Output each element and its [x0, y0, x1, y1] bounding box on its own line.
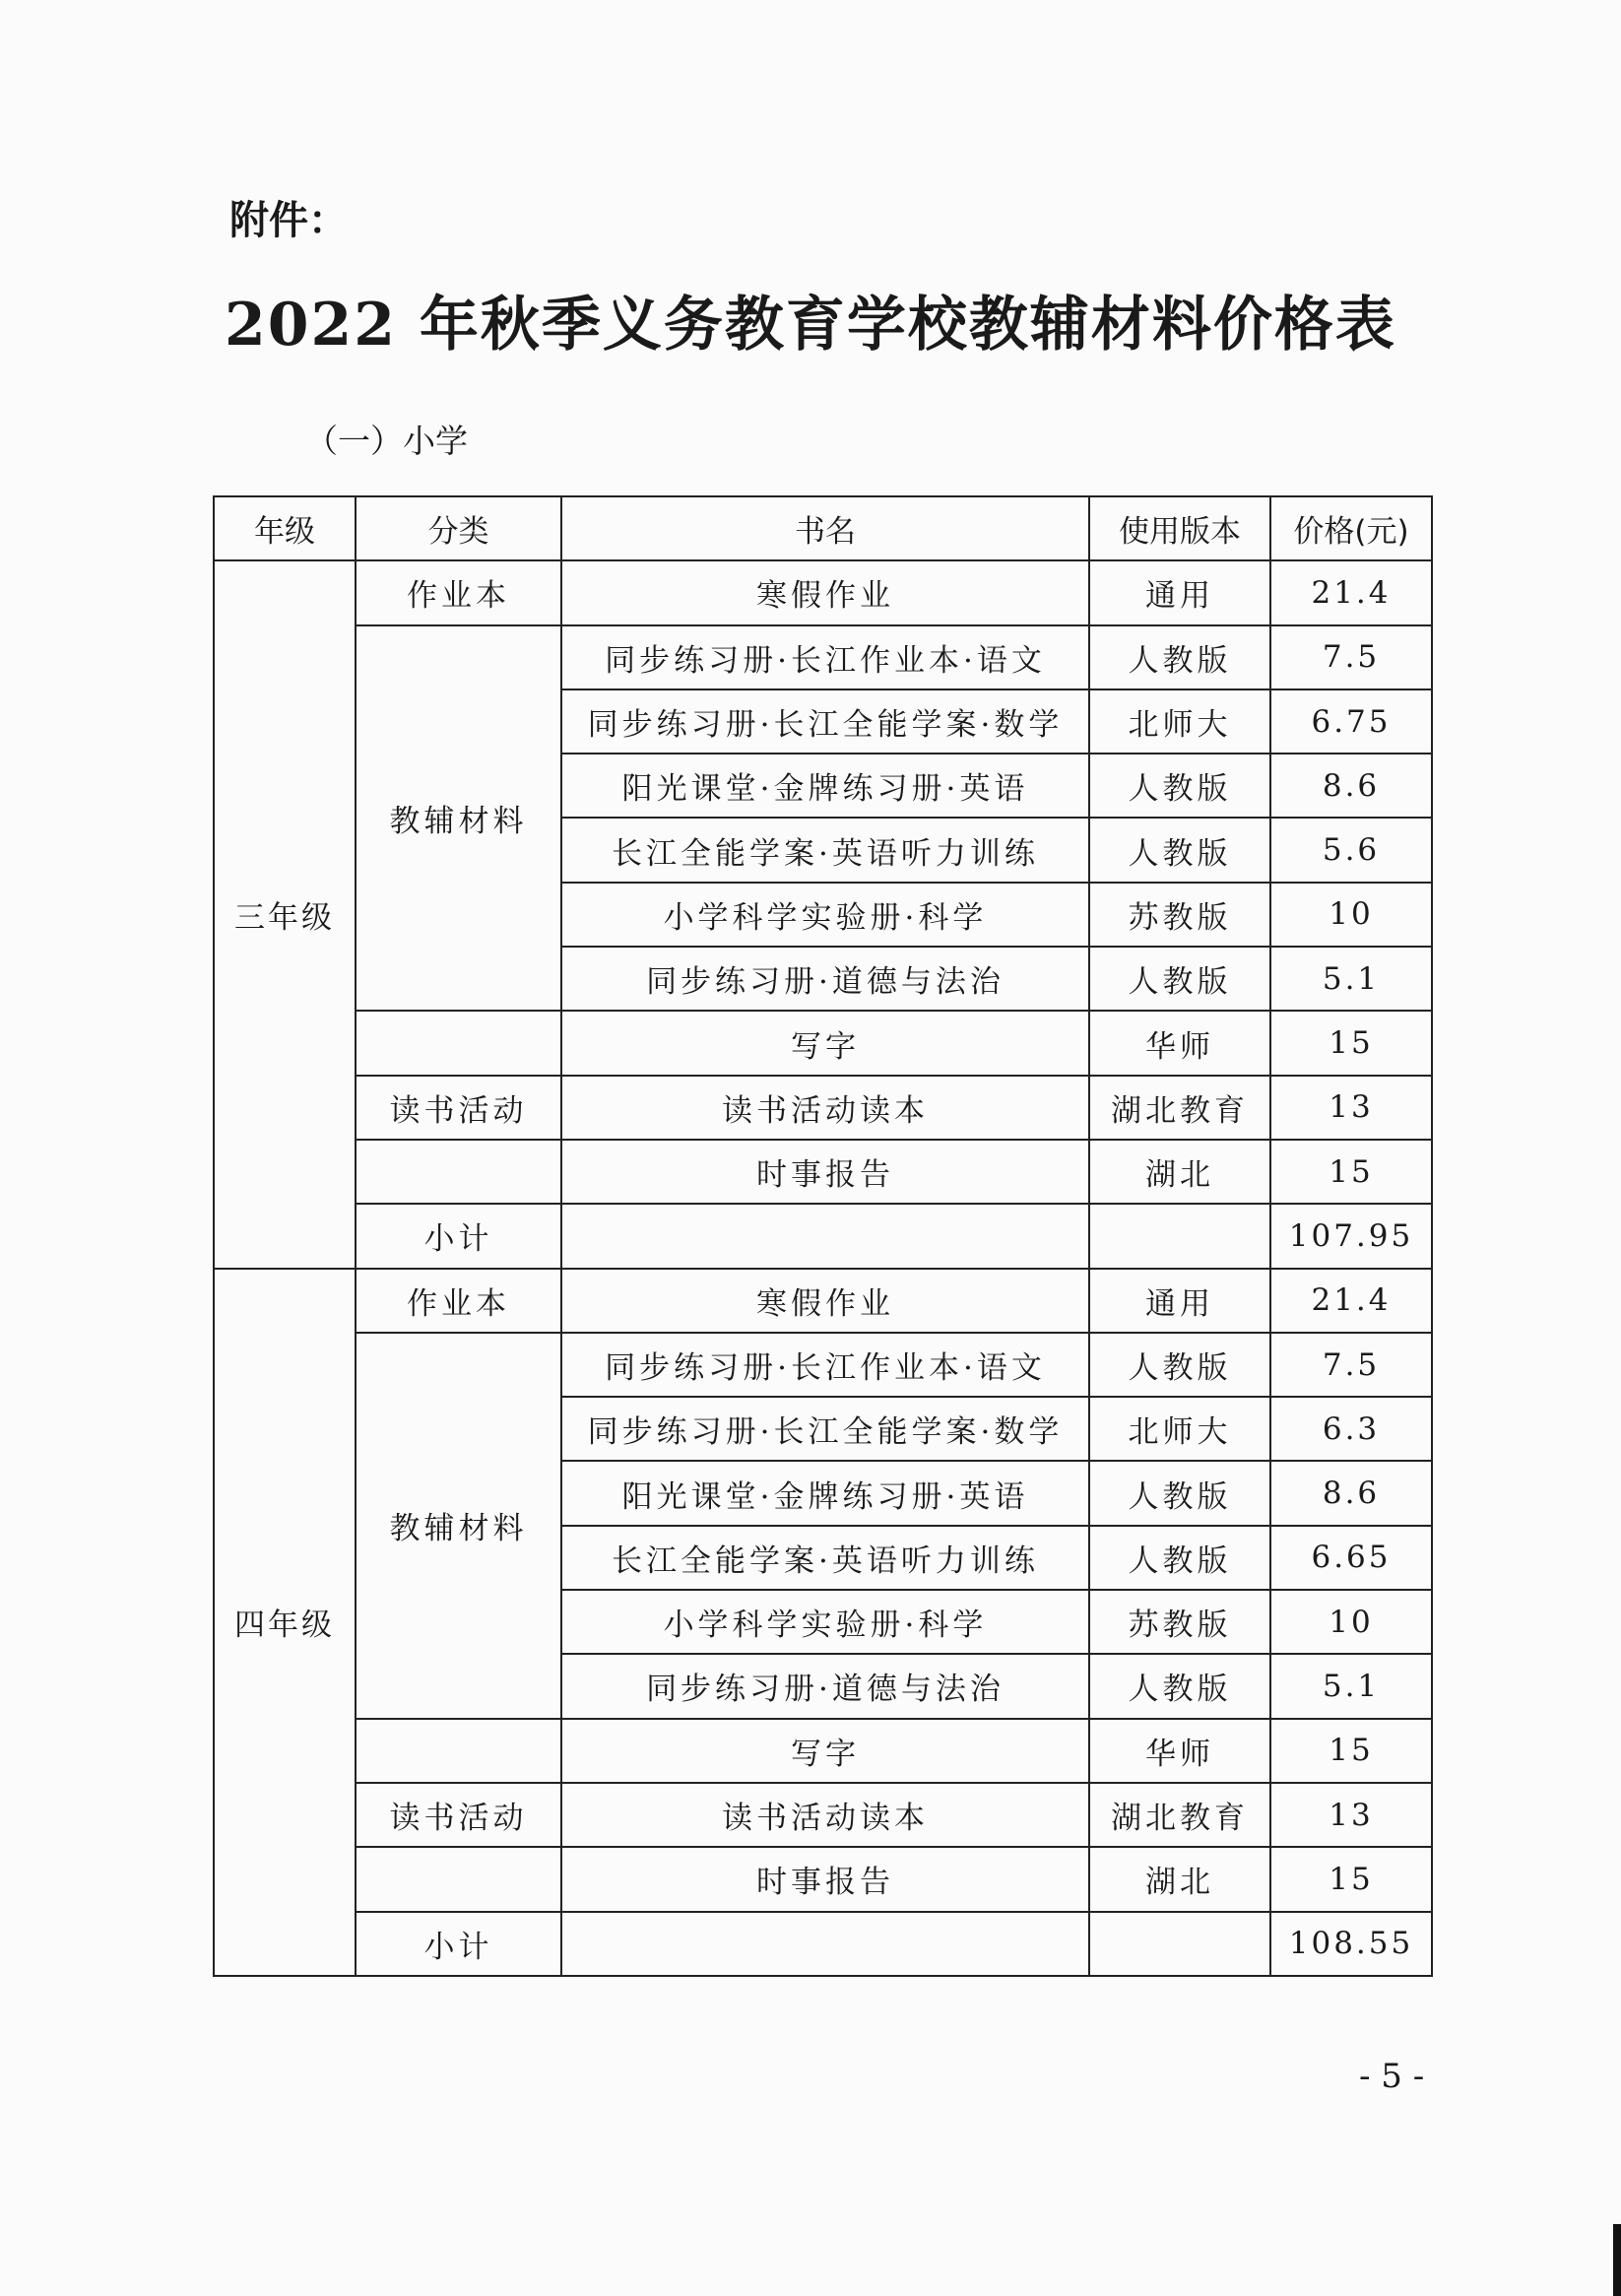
- book-cell: [561, 1204, 1089, 1268]
- price-table: [213, 495, 1433, 1977]
- price-cell: 6.75: [1270, 689, 1432, 754]
- price-cell: 15: [1270, 1719, 1432, 1783]
- edition-cell: 苏教版: [1089, 883, 1270, 947]
- book-cell: 同步练习册·长江全能学案·数学: [561, 689, 1089, 754]
- category-cell: 教辅材料: [356, 1333, 561, 1719]
- edition-cell: 北师大: [1089, 1397, 1270, 1461]
- header-edition: 使用版本: [1089, 496, 1270, 560]
- scan-edge-mark: [1613, 2224, 1621, 2296]
- book-cell: 寒假作业: [561, 1269, 1089, 1333]
- edition-cell: 湖北教育: [1089, 1076, 1270, 1140]
- subtotal-row: [214, 1204, 1432, 1268]
- price-cell: 8.6: [1270, 1461, 1432, 1525]
- header-category: 分类: [356, 496, 561, 560]
- book-cell: [561, 1912, 1089, 1976]
- header-grade: 年级: [214, 496, 356, 560]
- book-cell: 同步练习册·道德与法治: [561, 947, 1089, 1011]
- category-cell: [356, 1847, 561, 1911]
- table-row: [214, 1269, 1432, 1333]
- category-cell: 作业本: [356, 560, 561, 624]
- table-row: [214, 1783, 1432, 1847]
- book-cell: 长江全能学案·英语听力训练: [561, 818, 1089, 882]
- book-cell: 读书活动读本: [561, 1783, 1089, 1847]
- category-cell: 读书活动: [356, 1076, 561, 1140]
- subtotal-label: 小计: [356, 1204, 561, 1268]
- table-row: [214, 1076, 1432, 1140]
- subtotal-row: [214, 1912, 1432, 1976]
- page-title: 2022 年秋季义务教育学校教辅材料价格表: [225, 291, 1396, 360]
- price-cell: 8.6: [1270, 754, 1432, 818]
- price-cell: 15: [1270, 1847, 1432, 1911]
- price-cell: 13: [1270, 1783, 1432, 1847]
- edition-cell: 苏教版: [1089, 1590, 1270, 1654]
- price-cell: 21.4: [1270, 560, 1432, 624]
- edition-cell: 湖北: [1089, 1140, 1270, 1204]
- subtotal-price: 108.55: [1270, 1912, 1432, 1976]
- book-cell: 长江全能学案·英语听力训练: [561, 1526, 1089, 1590]
- table-row: [214, 625, 1432, 689]
- price-cell: 7.5: [1270, 625, 1432, 689]
- edition-cell: 人教版: [1089, 947, 1270, 1011]
- book-cell: 时事报告: [561, 1847, 1089, 1911]
- price-cell: 5.6: [1270, 818, 1432, 882]
- table-row: [214, 1847, 1432, 1911]
- edition-cell: 人教版: [1089, 1333, 1270, 1397]
- price-cell: 10: [1270, 883, 1432, 947]
- edition-cell: 湖北教育: [1089, 1783, 1270, 1847]
- edition-cell: 人教版: [1089, 754, 1270, 818]
- category-cell: 作业本: [356, 1269, 561, 1333]
- book-cell: 小学科学实验册·科学: [561, 883, 1089, 947]
- price-cell: 6.3: [1270, 1397, 1432, 1461]
- edition-cell: 湖北: [1089, 1847, 1270, 1911]
- book-cell: 同步练习册·道德与法治: [561, 1654, 1089, 1718]
- price-cell: 7.5: [1270, 1333, 1432, 1397]
- subtotal-price: 107.95: [1270, 1204, 1432, 1268]
- price-cell: 13: [1270, 1076, 1432, 1140]
- table-row: [214, 1333, 1432, 1397]
- table-row: [214, 1719, 1432, 1783]
- edition-cell: 北师大: [1089, 689, 1270, 754]
- attachment-label: 附件：: [229, 198, 348, 243]
- edition-cell: [1089, 1204, 1270, 1268]
- edition-cell: 通用: [1089, 560, 1270, 624]
- price-cell: 15: [1270, 1140, 1432, 1204]
- table-header-row: [214, 496, 1432, 560]
- grade-cell: 三年级: [214, 560, 356, 1268]
- price-cell: 21.4: [1270, 1269, 1432, 1333]
- book-cell: 同步练习册·长江全能学案·数学: [561, 1397, 1089, 1461]
- edition-cell: 通用: [1089, 1269, 1270, 1333]
- book-cell: 寒假作业: [561, 560, 1089, 624]
- subtotal-label: 小计: [356, 1912, 561, 1976]
- edition-cell: [1089, 1912, 1270, 1976]
- category-cell: 读书活动: [356, 1783, 561, 1847]
- edition-cell: 人教版: [1089, 1526, 1270, 1590]
- grade-cell: 四年级: [214, 1269, 356, 1976]
- edition-cell: 华师: [1089, 1011, 1270, 1075]
- book-cell: 写字: [561, 1011, 1089, 1075]
- price-cell: 10: [1270, 1590, 1432, 1654]
- header-price: 价格(元): [1270, 496, 1432, 560]
- table-row: [214, 560, 1432, 624]
- book-cell: 时事报告: [561, 1140, 1089, 1204]
- category-cell: [356, 1140, 561, 1204]
- edition-cell: 人教版: [1089, 818, 1270, 882]
- category-cell: [356, 1719, 561, 1783]
- edition-cell: 人教版: [1089, 625, 1270, 689]
- book-cell: 写字: [561, 1719, 1089, 1783]
- book-cell: 读书活动读本: [561, 1076, 1089, 1140]
- header-book-name: 书名: [561, 496, 1089, 560]
- page-number: - 5 -: [1359, 2057, 1425, 2096]
- edition-cell: 人教版: [1089, 1654, 1270, 1718]
- price-cell: 5.1: [1270, 1654, 1432, 1718]
- book-cell: 同步练习册·长江作业本·语文: [561, 1333, 1089, 1397]
- category-cell: 教辅材料: [356, 625, 561, 1012]
- table-row: [214, 1011, 1432, 1075]
- edition-cell: 人教版: [1089, 1461, 1270, 1525]
- section-heading: （一）小学: [305, 422, 468, 460]
- edition-cell: 华师: [1089, 1719, 1270, 1783]
- price-cell: 15: [1270, 1011, 1432, 1075]
- book-cell: 阳光课堂·金牌练习册·英语: [561, 1461, 1089, 1525]
- book-cell: 小学科学实验册·科学: [561, 1590, 1089, 1654]
- price-cell: 6.65: [1270, 1526, 1432, 1590]
- book-cell: 阳光课堂·金牌练习册·英语: [561, 754, 1089, 818]
- price-cell: 5.1: [1270, 947, 1432, 1011]
- book-cell: 同步练习册·长江作业本·语文: [561, 625, 1089, 689]
- table-row: [214, 1140, 1432, 1204]
- category-cell: [356, 1011, 561, 1075]
